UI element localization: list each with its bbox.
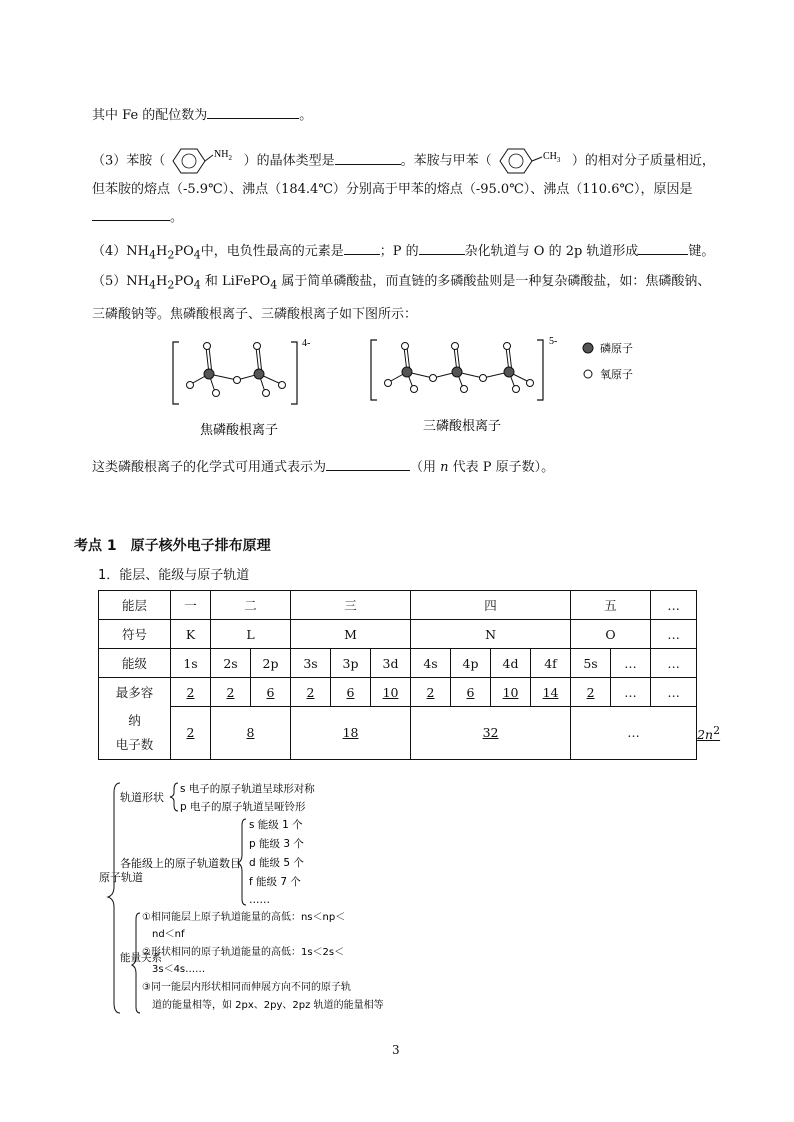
table-cell: 五 <box>571 591 651 620</box>
q5-a: （5）NH <box>92 274 149 289</box>
caption-triphosphate: 三磷酸根离子 <box>423 419 502 434</box>
table-cell: 6 <box>251 678 291 707</box>
oxygen-atom <box>480 375 487 382</box>
oxygen-atom <box>504 343 511 350</box>
oxygen-atom <box>527 380 534 387</box>
phosphorus-atom <box>254 369 264 379</box>
q5-line1 <box>92 270 710 292</box>
table-cell: 一 <box>171 591 211 620</box>
table-cell: 2p <box>251 649 291 678</box>
oxygen-atom <box>430 375 437 382</box>
table-cell: 4f <box>531 649 571 678</box>
q4-d: 中，电负性最高的元素是 <box>200 244 344 259</box>
table-cell: 10 <box>491 678 531 707</box>
table-cell: 2 <box>171 707 211 760</box>
tree-count-label: 各能级上的原子轨道数目 <box>120 857 241 870</box>
table-cell: … <box>651 620 697 649</box>
brace-lines <box>108 783 246 1013</box>
tree-shape-s: s 电子的原子轨道呈球形对称 <box>180 783 315 795</box>
svg-text:CH3: $CH_3$ <box>542 151 561 164</box>
table-cell: 18 <box>291 707 411 760</box>
table-row <box>99 620 697 649</box>
tree-shape-label: 轨道形状 <box>120 791 164 804</box>
oxygen-atom <box>254 343 261 350</box>
q5-line2: 三磷酸钠等。焦磷酸根离子、三磷酸根离子如下图所示： <box>92 307 418 322</box>
oxygen-atom <box>187 382 194 389</box>
tree-energy-1a: ①相同能层上原子轨道能量的高低：ns＜np＜ <box>142 912 346 923</box>
table-cell: 1s <box>171 649 211 678</box>
table-cell: 4s <box>411 649 451 678</box>
tree-count-d: d 能级 5 个 <box>249 857 304 869</box>
q4-sub: 4 <box>148 248 156 262</box>
table-cell: 5s <box>571 649 611 678</box>
table-cell: N <box>411 620 571 649</box>
answer-blank[interactable] <box>326 457 410 471</box>
table-row <box>99 649 697 678</box>
table-cell: O <box>571 620 651 649</box>
q4-f: 杂化轨道与 O 的 2p 轨道形成 <box>464 244 639 259</box>
oxygen-atom <box>279 382 286 389</box>
q5-e: 属于简单磷酸盐，而直链的多磷酸盐则是一种复杂磷酸盐，如：焦磷酸钠、 <box>277 274 711 289</box>
q4-a: （4）NH <box>92 244 149 259</box>
q3-line3 <box>92 206 183 225</box>
q5-sub: 4 <box>193 278 201 292</box>
tree-energy-1b: nd＜nf <box>152 929 185 940</box>
table-cell: 二 <box>211 591 291 620</box>
phosphate-diagram <box>165 330 685 440</box>
intro-suffix: 。 <box>299 108 313 123</box>
phosphorus-atom <box>452 367 462 377</box>
table-cell: … <box>611 678 651 707</box>
table-row: 纳 电子数 2 8 18 32 … $2n^2$ <box>99 707 697 760</box>
answer-blank[interactable] <box>638 241 688 255</box>
q4-g: 键。 <box>688 244 715 259</box>
table-cell: 6 <box>451 678 491 707</box>
tree-energy-label: 能量关系 <box>120 952 162 964</box>
legend-oxygen-icon <box>584 370 592 378</box>
orbital-tree-diagram <box>96 775 416 1020</box>
formula-prefix: 这类磷酸根离子的化学式可用通式表示为 <box>92 460 327 475</box>
answer-blank[interactable] <box>92 207 170 221</box>
table-cell: L <box>211 620 291 649</box>
q4-c: PO <box>174 244 194 259</box>
table-cell: 2 <box>171 678 211 707</box>
q3-line1 <box>92 146 715 176</box>
q5-sub: 4 <box>148 278 156 292</box>
tree-energy-3a: ③同一能层内形状相同而伸展方向不同的原子轨 <box>142 982 351 993</box>
formula-suffix-b: 代表 P 原子数）。 <box>448 460 555 475</box>
q4-e: ；P 的 <box>379 244 419 259</box>
formula-n: n <box>440 460 449 475</box>
tree-energy-2b: 3s＜4s…… <box>152 964 206 975</box>
table-row <box>99 678 697 707</box>
table-cell: 三 <box>291 591 411 620</box>
q3-mid1: ）的晶体类型是 <box>243 153 335 169</box>
answer-blank[interactable] <box>419 241 465 255</box>
orbital-table <box>98 590 721 760</box>
table-cell: 8 <box>211 707 291 760</box>
table-cell: … <box>611 649 651 678</box>
table-cell: … <box>651 649 697 678</box>
tree-root-label: 原子轨道 <box>99 871 143 884</box>
tree-count-s: s 能级 1 个 <box>249 819 303 831</box>
table-cell: … <box>571 707 697 760</box>
oxygen-atom <box>452 343 459 350</box>
table-cell: 14 <box>531 678 571 707</box>
triphosphate-atoms <box>385 343 534 393</box>
table-cell: 4p <box>451 649 491 678</box>
cell-text: 电子数 <box>115 736 154 752</box>
intro-text: 其中 Fe 的配位数为 <box>92 108 208 123</box>
table-cell <box>99 707 171 760</box>
tree-shape-p: p 电子的原子轨道呈哑铃形 <box>180 801 306 813</box>
table-cell: 能级 <box>99 649 171 678</box>
table-row <box>99 591 697 620</box>
table-cell: … <box>651 591 697 620</box>
legend-phosphorus-icon <box>583 343 593 353</box>
oxygen-atom <box>411 386 418 393</box>
table-cell: 32 <box>411 707 571 760</box>
bracket-left <box>173 342 179 404</box>
table-cell: 10 <box>371 678 411 707</box>
table-cell: 3p <box>331 649 371 678</box>
oxygen-atom <box>263 390 270 397</box>
aniline-structure-icon <box>169 146 239 176</box>
toluene-structure-icon <box>496 146 568 176</box>
oxygen-atom <box>204 343 211 350</box>
bracket-right <box>291 342 297 404</box>
phosphorus-atom <box>204 369 214 379</box>
q3-mid2: 。苯胺与甲苯（ <box>400 153 492 169</box>
table-cell: … <box>651 678 697 707</box>
q4-sub: 4 <box>193 248 201 262</box>
q5-d: 和 LiFePO <box>200 274 271 289</box>
q5-sub: 4 <box>270 278 278 292</box>
tree-energy-2a: ②形状相同的原子轨道能量的高低：1s＜2s＜ <box>142 947 345 958</box>
q3-suffix: 。 <box>170 210 184 225</box>
phosphorus-atom <box>504 367 514 377</box>
page-number: 3 <box>392 1043 400 1057</box>
tree-count-f: f 能级 7 个 <box>249 876 301 888</box>
oxygen-atom <box>385 380 392 387</box>
q3-mid3: ）的相对分子质量相近， <box>571 153 715 169</box>
section-title: 考点 1 原子核外电子排布原理 <box>74 538 271 554</box>
intro-line <box>92 104 312 123</box>
table-cell: 符号 <box>99 620 171 649</box>
q3-line2: 但苯胺的熔点（-5.9℃）、沸点（184.4℃）分别高于甲苯的熔点（-95.0℃）、沸点（110.6℃），原因是 <box>92 182 693 197</box>
charge-label: 5- <box>549 336 558 347</box>
table-cell: 2 <box>571 678 611 707</box>
answer-blank[interactable] <box>335 151 401 165</box>
tree-count-more: …… <box>249 894 270 906</box>
table-cell: 3s <box>291 649 331 678</box>
table-cell: K <box>171 620 211 649</box>
q5-b: H <box>155 274 168 289</box>
charge-label: 4- <box>302 338 311 349</box>
tree-count-p: p 能级 3 个 <box>249 838 304 850</box>
oxygen-atom <box>213 390 220 397</box>
table-cell: 3d <box>371 649 411 678</box>
q4-sub: 2 <box>167 248 175 262</box>
table-cell: 能层 <box>99 591 171 620</box>
formula-suffix-a: （用 <box>410 460 441 475</box>
q3-label: （3）苯胺（ <box>92 153 166 169</box>
table-cell: 最多容 <box>99 678 171 707</box>
oxygen-atom <box>234 377 241 384</box>
q4-b: H <box>155 244 168 259</box>
table-cell: 四 <box>411 591 571 620</box>
section-subtitle: 1．能层、能级与原子轨道 <box>98 568 250 583</box>
legend-phosphorus-label: 磷原子 <box>600 342 633 355</box>
table-cell: 2s <box>211 649 251 678</box>
caption-pyrophosphate: 焦磷酸根离子 <box>200 423 279 438</box>
formula-line <box>92 456 554 475</box>
bracket-left <box>371 340 377 400</box>
table-cell: 4d <box>491 649 531 678</box>
bracket-right <box>537 340 543 400</box>
cell-text: 纳 <box>128 712 141 728</box>
q5-sub: 2 <box>167 278 175 292</box>
q5-c: PO <box>174 274 194 289</box>
oxygen-atom <box>513 386 520 393</box>
oxygen-atom <box>402 343 409 350</box>
tree-energy-3b: 道的能量相等，如 2px、2py、2pz 轨道的能量相等 <box>152 1000 384 1011</box>
table-cell: M <box>291 620 411 649</box>
pyrophosphate-bonds <box>191 347 281 392</box>
pyrophosphate-atoms <box>187 343 286 397</box>
table-cell: 2 <box>411 678 451 707</box>
table-cell: 2 <box>211 678 251 707</box>
legend-oxygen-label: 氧原子 <box>600 368 633 381</box>
table-cell: 6 <box>331 678 371 707</box>
phosphorus-atom <box>402 367 412 377</box>
oxygen-atom <box>461 386 468 393</box>
answer-blank[interactable] <box>344 241 380 255</box>
answer-blank[interactable] <box>207 105 299 119</box>
table-cell: 2 <box>291 678 331 707</box>
q4-line <box>92 240 714 262</box>
nh2-label: $NH_2$ <box>214 149 233 162</box>
